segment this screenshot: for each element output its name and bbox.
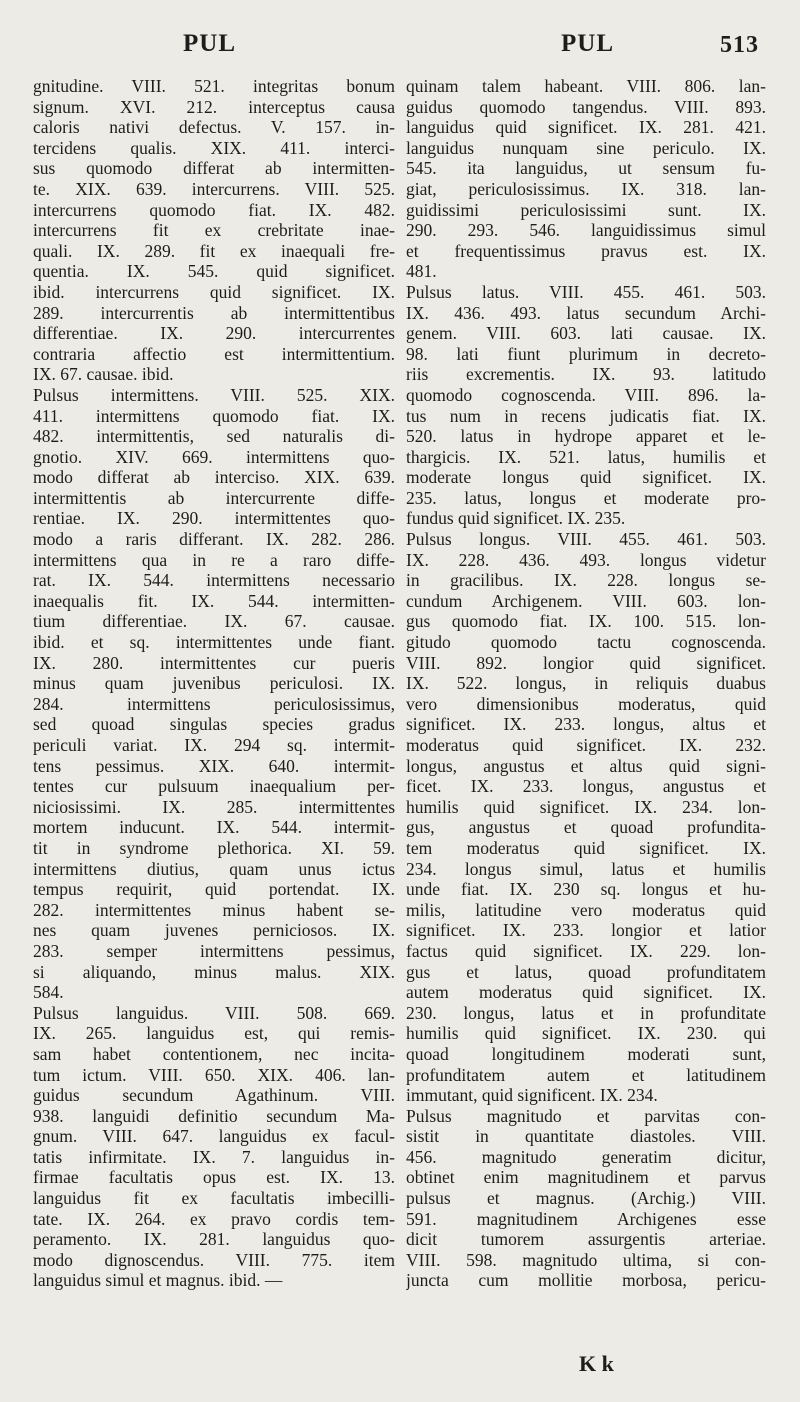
- text-line: 234. longus simul, latus et humilis: [406, 858, 766, 879]
- text-line: moderate longus quid significet. IX.: [406, 467, 766, 488]
- text-line: et frequentissimus pravus est. IX.: [406, 240, 766, 261]
- text-line: sed quoad singulas species gradus: [33, 714, 395, 735]
- text-line: IX. 522. longus, in reliquis duabus: [406, 673, 766, 694]
- text-line: 98. lati fiunt plurimum in decreto-: [406, 343, 766, 364]
- left-column: [33, 76, 395, 1291]
- text-line: tit in syndrome plethorica. XI. 59.: [33, 837, 395, 858]
- text-line: Pulsus latus. VIII. 455. 461. 503.: [406, 281, 766, 302]
- text-line: gitudo quomodo tactu cognoscenda.: [406, 632, 766, 653]
- text-line: gus et latus, quoad profunditatem: [406, 961, 766, 982]
- text-line: intercurrens quomodo fiat. IX. 482.: [33, 199, 395, 220]
- text-line: rat. IX. 544. intermittens necessario: [33, 570, 395, 591]
- text-line: languidus nunquam sine periculo. IX.: [406, 137, 766, 158]
- text-line: vero dimensionibus moderatus, quid: [406, 693, 766, 714]
- text-line: tens pessimus. XIX. 640. intermit-: [33, 755, 395, 776]
- text-line: firmae facultatis opus est. IX. 13.: [33, 1167, 395, 1188]
- text-line: humilis quid significet. IX. 230. qui: [406, 1023, 766, 1044]
- text-line: 938. languidi definitio secundum Ma-: [33, 1105, 395, 1126]
- text-line: 584.: [33, 982, 64, 1003]
- text-line: dicit tumorem assurgentis arteriae.: [406, 1229, 766, 1250]
- text-line: giat, periculosissimus. IX. 318. lan-: [406, 178, 766, 199]
- text-line: Pulsus longus. VIII. 455. 461. 503.: [406, 529, 766, 550]
- text-line: caloris nativi defectus. V. 157. in-: [33, 117, 395, 138]
- text-line: sus quomodo differat ab intermitten-: [33, 158, 395, 179]
- text-line: quali. IX. 289. fit ex inaequali fre-: [33, 240, 395, 261]
- text-line: periculi variat. IX. 294 sq. intermit-: [33, 735, 395, 755]
- text-line: VIII. 598. magnitudo ultima, si con-: [406, 1249, 766, 1270]
- right-column: [406, 76, 766, 1291]
- text-line: languidus quid significet. IX. 281. 421.: [406, 117, 766, 138]
- text-line: modo a raris differant. IX. 282. 286.: [33, 529, 395, 550]
- text-line: quomodo cognoscenda. VIII. 896. la-: [406, 384, 766, 405]
- text-line: quentia. IX. 545. quid significet.: [33, 261, 395, 282]
- text-line: Pulsus magnitudo et parvitas con-: [406, 1105, 766, 1126]
- text-line: minus quam juvenibus periculosi. IX.: [33, 673, 395, 694]
- text-line: languidus simul et magnus. ibid. —: [33, 1270, 283, 1291]
- text-line: intermittens diutius, quam unus ictus: [33, 858, 395, 879]
- text-line: unde fiat. IX. 230 sq. longus et hu-: [406, 879, 766, 900]
- text-line: 290. 293. 546. languidissimus simul: [406, 220, 766, 241]
- text-line: ficet. IX. 233. longus, angustus et: [406, 776, 766, 797]
- text-line: si aliquando, minus malus. XIX.: [33, 961, 395, 982]
- text-line: VIII. 892. longior quid significet.: [406, 652, 766, 673]
- text-line: modo dignoscendus. VIII. 775. item: [33, 1249, 395, 1270]
- text-line: fundus quid significet. IX. 235.: [406, 508, 626, 529]
- running-head-right: PUL: [561, 30, 614, 57]
- text-line: 591. magnitudinem Archigenes esse: [406, 1208, 766, 1229]
- text-line: tus num in recens judicatis fiat. IX.: [406, 405, 766, 426]
- text-line: gnitudine. VIII. 521. integritas bonum: [33, 76, 395, 96]
- text-line: peramento. IX. 281. languidus quo-: [33, 1229, 395, 1250]
- text-line: juncta cum mollitie morbosa, pericu-: [406, 1270, 766, 1291]
- text-line: intermittens qua in re a raro diffe-: [33, 549, 395, 570]
- text-line: guidissimi periculosissimi sunt. IX.: [406, 199, 766, 220]
- text-line: profunditatem autem et latitudinem: [406, 1064, 766, 1085]
- text-line: languidus fit ex facultatis imbecilli-: [33, 1188, 395, 1209]
- text-line: contraria affectio est intermittentium.: [33, 343, 395, 364]
- running-head: [0, 30, 800, 60]
- page-number: 513: [720, 32, 759, 58]
- text-line: tem moderatus quid significet. IX.: [406, 837, 766, 858]
- text-line: autem moderatus quid significet. IX.: [406, 982, 766, 1003]
- text-line: mortem inducunt. IX. 544. intermit-: [33, 817, 395, 838]
- text-line: IX. 228. 436. 493. longus videtur: [406, 549, 766, 570]
- text-line: Pulsus languidus. VIII. 508. 669.: [33, 1002, 395, 1023]
- text-line: in gracilibus. IX. 228. longus se-: [406, 570, 766, 591]
- text-line: tium differentiae. IX. 67. causae.: [33, 611, 395, 632]
- text-line: riis excrementis. IX. 93. latitudo: [406, 364, 766, 385]
- text-line: tatis infirmitate. IX. 7. languidus in-: [33, 1146, 395, 1167]
- text-line: guidus quomodo tangendus. VIII. 893.: [406, 96, 766, 117]
- text-line: inaequalis fit. IX. 544. intermitten-: [33, 590, 395, 611]
- text-line: guidus secundum Agathinum. VIII.: [33, 1085, 395, 1106]
- text-line: factus quid significet. IX. 229. lon-: [406, 940, 766, 961]
- text-line: signum. XVI. 212. interceptus causa: [33, 96, 395, 117]
- text-line: 289. intercurrentis ab intermittentibus: [33, 302, 395, 323]
- text-line: 235. latus, longus et moderate pro-: [406, 487, 766, 508]
- text-line: tate. IX. 264. ex pravo cordis tem-: [33, 1208, 395, 1229]
- text-line: obtinet enim magnitudinem et parvus: [406, 1167, 766, 1188]
- text-line: 283. semper intermittens pessimus,: [33, 940, 395, 961]
- text-line: 482. intermittentis, sed naturalis di-: [33, 426, 395, 447]
- text-line: Pulsus intermittens. VIII. 525. XIX.: [33, 384, 395, 405]
- text-line: sistit in quantitate diastoles. VIII.: [406, 1126, 766, 1147]
- text-line: IX. 436. 493. latus secundum Archi-: [406, 302, 766, 323]
- text-line: tum ictum. VIII. 650. XIX. 406. lan-: [33, 1064, 395, 1085]
- text-line: differentiae. IX. 290. intercurrentes: [33, 323, 395, 344]
- text-line: tempus requirit, quid portendat. IX.: [33, 879, 395, 900]
- text-line: gnotio. XIV. 669. intermittens quo-: [33, 446, 395, 467]
- text-line: cundum Archigenem. VIII. 603. lon-: [406, 590, 766, 611]
- text-line: nes quam juvenes perniciosos. IX.: [33, 920, 395, 941]
- text-line: 481.: [406, 261, 437, 282]
- text-line: te. XIX. 639. intercurrens. VIII. 525.: [33, 178, 395, 199]
- text-line: significet. IX. 233. longior et latior: [406, 920, 766, 941]
- text-line: tentes cur pulsuum inaequalium per-: [33, 776, 395, 797]
- text-line: 284. intermittens periculosissimus,: [33, 693, 395, 714]
- text-line: intermittentis ab intercurrente diffe-: [33, 487, 395, 508]
- text-line: rentiae. IX. 290. intermittentes quo-: [33, 508, 395, 529]
- text-line: quinam talem habeant. VIII. 806. lan-: [406, 76, 766, 96]
- text-line: 282. intermittentes minus habent se-: [33, 899, 395, 920]
- text-line: intercurrens fit ex crebritate inae-: [33, 220, 395, 241]
- text-line: genem. VIII. 603. lati causae. IX.: [406, 323, 766, 344]
- text-line: gnum. VIII. 647. languidus ex facul-: [33, 1126, 395, 1147]
- text-line: significet. IX. 233. longus, altus et: [406, 714, 766, 735]
- text-line: longus, angustus et altus quid signi-: [406, 755, 766, 776]
- text-line: 456. magnitudo generatim dicitur,: [406, 1146, 766, 1167]
- signature-mark: K k: [579, 1351, 614, 1376]
- text-line: tercidens qualis. XIX. 411. interci-: [33, 137, 395, 158]
- text-line: IX. 67. causae. ibid.: [33, 364, 174, 385]
- running-head-left: PUL: [183, 30, 236, 57]
- text-line: humilis quid significet. IX. 234. lon-: [406, 796, 766, 817]
- text-line: IX. 265. languidus est, qui remis-: [33, 1023, 395, 1044]
- text-line: thargicis. IX. 521. latus, humilis et: [406, 446, 766, 467]
- text-line: pulsus et magnus. (Archig.) VIII.: [406, 1188, 766, 1209]
- text-line: quoad longitudinem moderati sunt,: [406, 1043, 766, 1064]
- text-line: 545. ita languidus, ut sensum fu-: [406, 158, 766, 179]
- text-line: 520. latus in hydrope apparet et le-: [406, 426, 766, 447]
- text-line: 411. intermittens quomodo fiat. IX.: [33, 405, 395, 426]
- text-line: 230. longus, latus et in profunditate: [406, 1002, 766, 1023]
- text-line: immutant, quid significent. IX. 234.: [406, 1085, 658, 1106]
- text-line: IX. 280. intermittentes cur pueris: [33, 652, 395, 673]
- text-line: gus, angustus et quoad profundita-: [406, 817, 766, 838]
- text-line: ibid. et sq. intermittentes unde fiant.: [33, 632, 395, 653]
- text-line: niciosissimi. IX. 285. intermittentes: [33, 796, 395, 817]
- text-line: gus quomodo fiat. IX. 100. 515. lon-: [406, 611, 766, 632]
- text-line: moderatus quid significet. IX. 232.: [406, 735, 766, 755]
- text-line: modo differat ab interciso. XIX. 639.: [33, 467, 395, 488]
- text-line: ibid. intercurrens quid significet. IX.: [33, 281, 395, 302]
- text-line: sam habet contentionem, nec incita-: [33, 1043, 395, 1064]
- text-line: milis, latitudine vero moderatus quid: [406, 899, 766, 920]
